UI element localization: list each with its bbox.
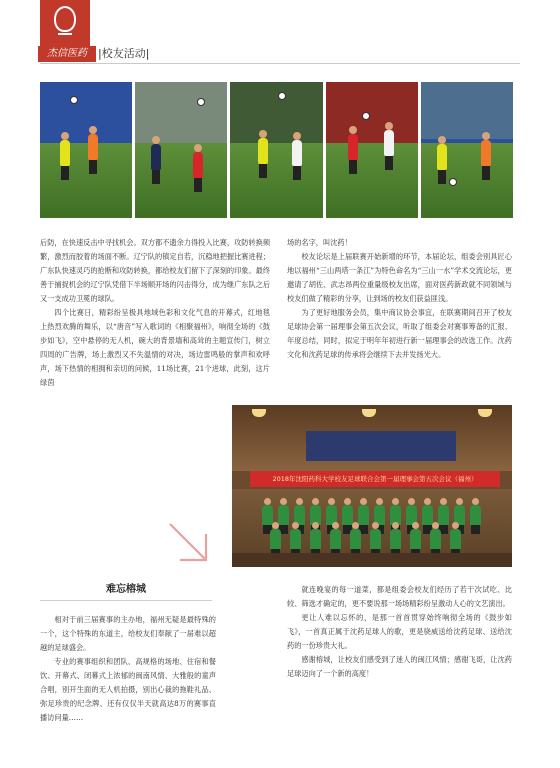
paragraph: 后防，在快速反击中寻找机会。双方都不遗余力得投入比赛，攻防转换频繁，激烈而胶着的场面不断。辽宁队的镇定自若，沉稳地把握比赛进程；广东队快速灵巧的抢断和攻防转换，都给校友们留下了深刻的印象。最终善于捕捉机会的辽宁队凭借下半场顺开场的闪击得分，成为继广东队之后又一支成功卫冕的球队。 (40, 238, 271, 303)
paragraph: 专业的赛事组织和团队、高规格的场地、住宿和餐饮、开幕式、闭幕式上浓郁的闽南风情、大雅般的童声合唱，别开生面的无人机拍摄，别出心裁的拖鞋礼品、弥足珍贵的纪念牌、还有仅仅半天就高达8万的赛事直播访问量…… (40, 657, 216, 722)
match-photo-1 (40, 82, 132, 218)
group-photo (232, 405, 512, 567)
paragraph: 四个比赛日，精彩纷呈极具地域色彩和文化气息的开幕式，红地毯上热烈欢腾的舞乐，以“唐音”写入歌词的《相聚福州》，响彻全场的《鼓步如飞》，空中悬停的无人机，碗大的背景墙和高耸的主题宣传门，树立四周的广告牌，场上激烈又不失温情的对决，场边雷鸣般的掌声和欢呼声，场下热情的相拥和亲切的问候，11场比赛，21个进球，此刻，这片绿茵 (40, 308, 270, 387)
match-photo-5 (421, 82, 513, 218)
paragraph: 感谢榕城，让校友们感受到了迷人的闽江风情；感谢飞哥，让沈药足球迈向了一个新的高度！ (287, 655, 512, 678)
article-column-top-left (40, 236, 270, 390)
logo-portrait-icon (40, 0, 90, 48)
paragraph: 校友论坛是上届联赛开始新增的环节，本届论坛，组委会别具匠心地以福州“三山两塔一条江”为特色命名为“三山一水”学术交流论坛，更邀请了胡佐、武志昂两位重量级校友出席，面对医药新政就不同领域与校友们做了精彩的分享，让到场的校友们获益匪浅。 (287, 252, 512, 303)
match-photo-3 (230, 82, 322, 218)
header-divider (40, 63, 520, 64)
match-photo-2 (135, 82, 227, 218)
paragraph: 更让人难以忘怀的，是那一首首贯穿始终响彻全场的《鼓步如飞》，一首真正属于沈药足球人的歌，更是骁威送给沈药足球、送给沈药的一份珍贵大礼。 (287, 613, 512, 650)
section-heading: 难忘榕城 (106, 584, 146, 595)
article-column-bottom-right (287, 583, 512, 681)
section-title: |校友活动| (98, 47, 150, 60)
paragraph: 相对于前三届赛事的主办地，福州无疑是最特殊的一个，这个特殊的东道主，给校友们奉献了一届难以超越的足球盛会。 (40, 615, 216, 652)
article-column-top-right (287, 236, 512, 362)
article-column-bottom-left (40, 613, 216, 725)
match-photo-strip (40, 82, 513, 218)
paragraph: 为了更好地服务会员，集中商议协会事宜，在联赛期间召开了校友足球协会第一届理事会第五次会议，听取了组委会对赛事筹备的汇报、年度总结，同时，拟定于明年年初进行新一届理事会的改选工作。沈药文化和沈药足球的传承将会继续下去并发扬光大。 (287, 308, 512, 359)
diagonal-arrow-icon (166, 520, 212, 566)
heading-divider (40, 600, 212, 601)
paragraph: 场的名字，叫沈药！ (287, 238, 352, 247)
match-photo-4 (326, 82, 418, 218)
brand-name: 杰信医药 (38, 46, 96, 62)
meeting-banner: 2018年沈阳药科大学校友足球联合会第一届理事会第五次会议（福州） (250, 471, 500, 487)
paragraph: 就连晚宴的每一道菜，都是组委会校友们经历了若干次试吃、比较、筛选才确定的，更不要说那一场场精彩纷呈激动人心的文艺演出。 (287, 585, 512, 608)
